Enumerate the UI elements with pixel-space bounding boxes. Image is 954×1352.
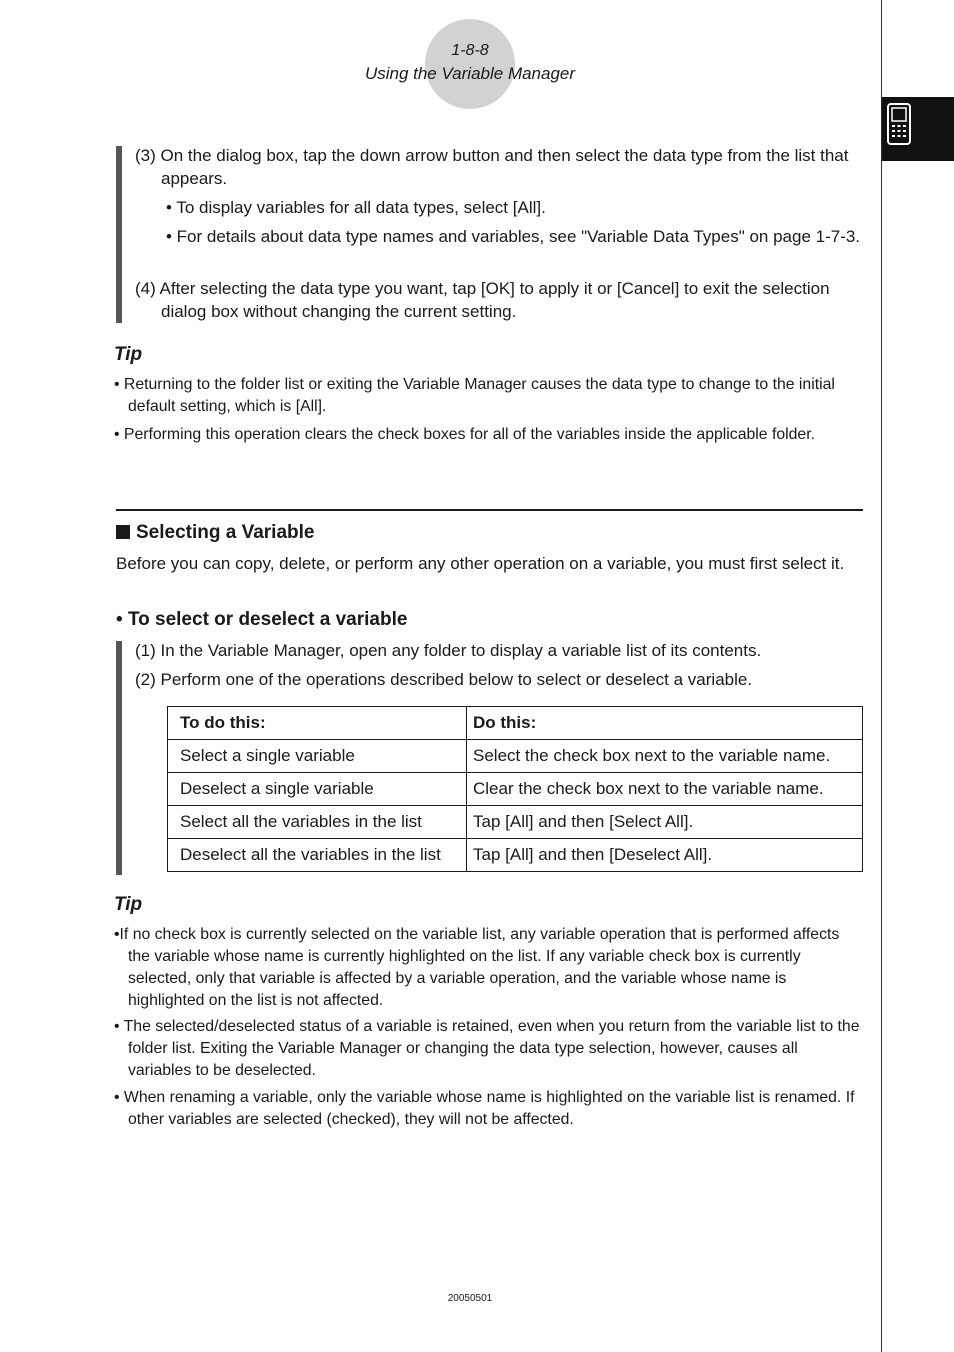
procedure-bar [116, 641, 122, 875]
operations-table [167, 706, 863, 872]
step-3-bullet: • For details about data type names and variables, see "Variable Data Types" on page 1-7-3. [166, 227, 861, 246]
tip-item: • Performing this operation clears the check boxes for all of the variables inside the applicable folder. [114, 426, 815, 443]
section-title: Selecting a Variable [116, 522, 314, 544]
page-number: 1-8-8 [451, 42, 489, 59]
footer-code: 20050501 [447, 1293, 493, 1304]
tip-item: •If no check box is currently selected on the variable list, any variable operation that is performed affects the variable whose name is currently highlighted on the list. If any variable check box is currently selected, only that variable is affected by a variable operation, and the variable whose name is highlighted on the list is not affected. [114, 926, 840, 1009]
section-divider [116, 509, 863, 511]
tip-item: • Returning to the folder list or exiting the Variable Manager causes the data type to change to the initial default setting, which is [All]. [114, 376, 835, 415]
tip-label: Tip [114, 344, 143, 365]
round-bullet-icon: • [116, 609, 128, 630]
table-cell: Select all the variables in the list [168, 806, 467, 839]
table-cell: Deselect all the variables in the list [168, 839, 467, 872]
step-3: (3) On the dialog box, tap the down arrow button and then select the data type from the list that appears. [135, 146, 849, 188]
table-header: Do this: [467, 707, 863, 740]
table-row [168, 839, 863, 872]
section-intro: Before you can copy, delete, or perform any other operation on a variable, you must first select it. [116, 554, 845, 573]
table-cell: Deselect a single variable [168, 773, 467, 806]
tip-item: • When renaming a variable, only the variable whose name is highlighted on the variable list is renamed. If other variables are selected (checked), they will not be affected. [114, 1089, 855, 1128]
table-cell: Select a single variable [168, 740, 467, 773]
subsection-title: • To select or deselect a variable [116, 609, 408, 630]
table-row [168, 740, 863, 773]
table-row [168, 773, 863, 806]
step-4: (4) After selecting the data type you want, tap [OK] to apply it or [Cancel] to exit the selection dialog box without changing the current setting. [135, 279, 830, 321]
table-cell: Tap [All] and then [Select All]. [467, 806, 863, 839]
margin-rule [881, 0, 882, 1352]
table-row [168, 806, 863, 839]
table-cell: Tap [All] and then [Deselect All]. [467, 839, 863, 872]
step-3-bullet: • To display variables for all data types, select [All]. [166, 198, 546, 217]
calculator-device-icon [887, 103, 911, 150]
step-1: (1) In the Variable Manager, open any folder to display a variable list of its contents. [135, 641, 762, 660]
tip-item: • The selected/deselected status of a variable is retained, even when you return from the variable list to the folder list. Exiting the Variable Manager or changing the data type selection, however, causes all variables to be deselected. [114, 1018, 860, 1079]
table-header: To do this: [168, 707, 467, 740]
table-cell: Select the check box next to the variable name. [467, 740, 863, 773]
page-heading: Using the Variable Manager [364, 64, 576, 83]
step-2: (2) Perform one of the operations described below to select or deselect a variable. [135, 670, 753, 689]
procedure-bar [116, 146, 122, 323]
chapter-tab [882, 97, 954, 161]
square-bullet-icon [116, 525, 130, 539]
table-header-row [168, 707, 863, 740]
table-cell: Clear the check box next to the variable name. [467, 773, 863, 806]
tip-label: Tip [114, 894, 143, 915]
